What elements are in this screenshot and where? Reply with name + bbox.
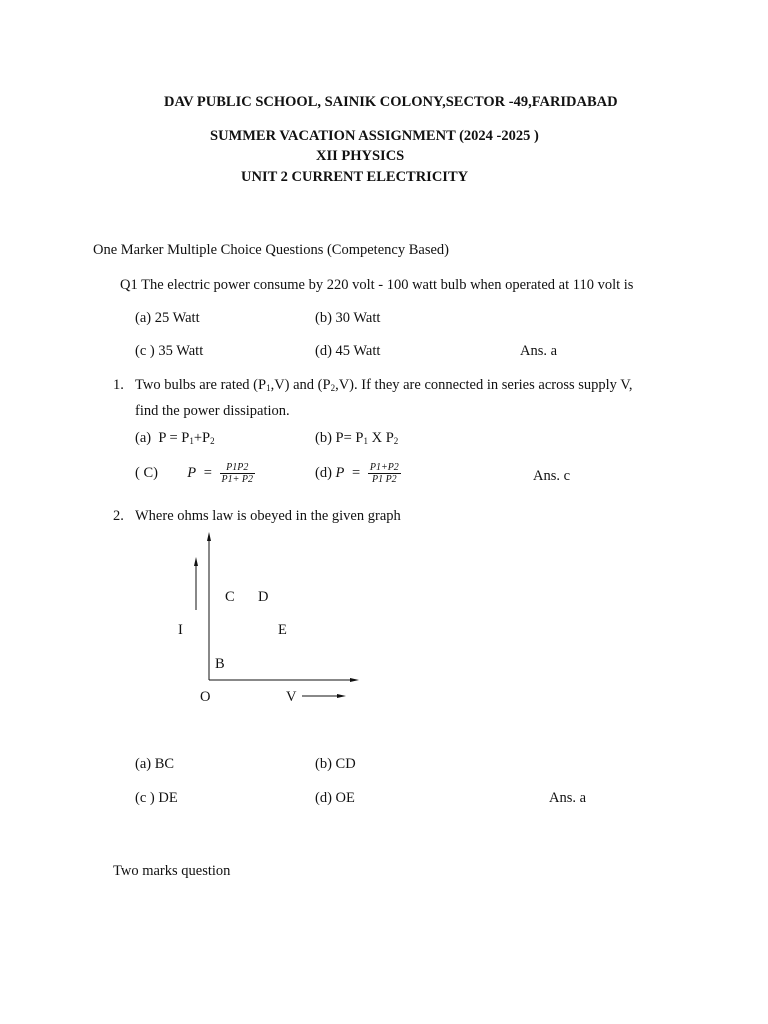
question-text: Q1 The electric power consume by 220 volt - 100 watt bulb when operated at 110 volt is	[120, 277, 634, 293]
unit-title: UNIT 2 CURRENT ELECTRICITY	[241, 169, 469, 185]
graph-label-e: E	[278, 622, 287, 638]
graph-label-v: V	[286, 689, 297, 705]
graph-label-b: B	[215, 656, 225, 672]
option-c: (c ) DE	[135, 790, 178, 806]
answer: Ans. a	[549, 790, 587, 806]
question-text: Two bulbs are rated $(P_1,V)$ and $(P_2,V)$. If they are connected in series across supply V,	[135, 377, 633, 393]
graph-label-d: D	[258, 589, 269, 605]
y-axis-arrowhead	[207, 532, 211, 541]
question-number: 1.	[113, 377, 124, 393]
option-d: (d) OE	[315, 790, 355, 806]
voltage-arrowhead	[337, 694, 346, 698]
answer: Ans. c	[533, 468, 571, 484]
option-a: (a) 25 Watt	[135, 310, 200, 326]
graph-label-o: O	[200, 689, 211, 705]
graph-label-c: C	[225, 589, 235, 605]
option-b: (b) CD	[315, 756, 356, 772]
section-title-two-marks: Two marks question	[113, 863, 231, 879]
section-title-one-marker: One Marker Multiple Choice Questions (Competency Based)	[93, 242, 449, 258]
class-subject: XII PHYSICS	[316, 148, 405, 164]
option-d: (d) P = $\frac{P1+P2}{P1 P2}$	[315, 462, 399, 485]
option-b: (b) $P= P_1$ X $P_2$	[315, 430, 399, 446]
fraction: $\frac{P1+P2}{P1 P2}$	[369, 462, 399, 485]
option-a: (a) $P = P_1+P_2$	[135, 430, 215, 446]
school-name: DAV PUBLIC SCHOOL, SAINIK COLONY,SECTOR -49,FARIDABAD	[164, 94, 618, 110]
question-text: Where ohms law is obeyed in the given graph	[135, 508, 401, 524]
question-text-continued: find the power dissipation.	[135, 403, 290, 419]
fraction: $\frac{P1P2}{P1+ P2}$	[221, 462, 253, 485]
answer: Ans. a	[520, 343, 558, 359]
option-d: (d) 45 Watt	[315, 343, 381, 359]
option-c: (c ) 35 Watt	[135, 343, 204, 359]
option-b: (b) 30 Watt	[315, 310, 381, 326]
graph-label-i: I	[178, 622, 183, 638]
assignment-title: SUMMER VACATION ASSIGNMENT (2024 -2025 )	[210, 128, 539, 144]
current-arrowhead	[194, 557, 198, 566]
option-c: ( C) P = $\frac{P1P2}{P1+ P2}$	[135, 462, 253, 485]
x-axis-arrowhead	[350, 678, 359, 682]
option-a: (a) BC	[135, 756, 175, 772]
question-number: 2.	[113, 508, 124, 524]
